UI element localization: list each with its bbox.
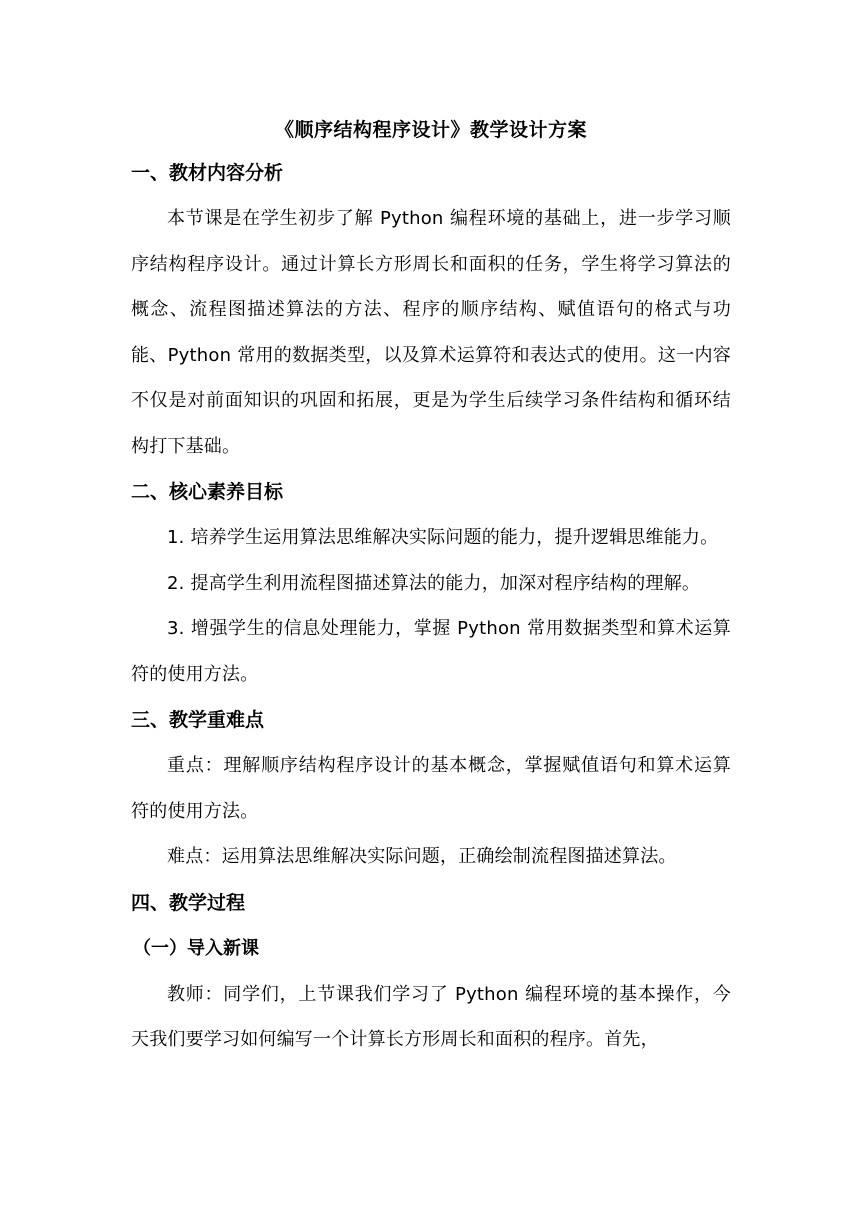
paragraph-goal-3: 3. 增强学生的信息处理能力，掌握 Python 常用数据类型和算术运算符的使用方法。 <box>131 618 731 685</box>
section-heading-goals: 二、核心素养目标 <box>131 481 284 503</box>
section-heading-keypoints: 三、教学重难点 <box>131 709 265 731</box>
section-heading-analysis: 一、教材内容分析 <box>131 162 284 184</box>
document-title: 《顺序结构程序设计》教学设计方案 <box>274 119 587 141</box>
paragraph-keypoint: 重点：理解顺序结构程序设计的基本概念，掌握赋值语句和算术运算符的使用方法。 <box>131 755 731 822</box>
paragraph-intro: 教师：同学们，上节课我们学习了 Python 编程环境的基本操作，今天我们要学习如何编写一个计算长方形周长和面积的程序。首先， <box>131 983 731 1050</box>
paragraph-difficulty: 难点：运用算法思维解决实际问题，正确绘制流程图描述算法。 <box>167 846 677 867</box>
section-heading-process: 四、教学过程 <box>131 891 246 914</box>
paragraph-goal-1: 1. 培养学生运用算法思维解决实际问题的能力，提升逻辑思维能力。 <box>167 527 719 548</box>
paragraph-analysis: 本节课是在学生初步了解 Python 编程环境的基础上，进一步学习顺序结构程序设计。通过计算长方形周长和面积的任务，学生将学习算法的概念、流程图描述算法的方法、程序的顺序结构、赋值语句的格式与功能、Python 常用的数据类型，以及算术运算符和表达式的使用。这一内容不仅是对前面知识的巩固和拓展，更是为学生后续学习条件结构和循环结构打下基础。 <box>131 208 731 457</box>
paragraph-goal-2: 2. 提高学生利用流程图描述算法的能力，加深对程序结构的理解。 <box>167 572 701 594</box>
document-page <box>131 110 731 1063</box>
subsection-heading-intro: （一）导入新课 <box>133 937 259 959</box>
